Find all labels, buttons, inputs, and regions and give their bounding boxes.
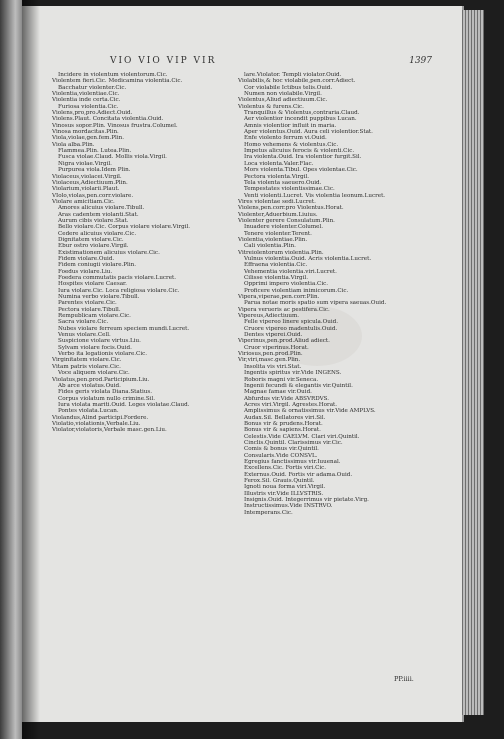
dictionary-entry-line: Nigra violae.Virgil. xyxy=(58,160,112,167)
left-page-edge xyxy=(0,0,22,739)
dictionary-entry-line: Ferox.Sil. Grauis.Quintil. xyxy=(244,478,315,484)
dictionary-entry-line: Intemperans.Cic. xyxy=(244,509,293,516)
dictionary-entry-line: Pontes violata.Lucan. xyxy=(58,408,119,415)
dictionary-entry-line: Flammea.Plin. Lutea.Plin. xyxy=(58,148,132,155)
dictionary-entry-line: Loca violenta.Valer.Flac. xyxy=(244,160,314,167)
dictionary-entry-line: Felle vipereo linere spicula.Ouid. xyxy=(244,319,338,326)
dictionary-entry-line: Viola alba.Plin. xyxy=(52,141,95,148)
dictionary-entry-line: Nubes violare ferreum speciem mundi.Lucret. xyxy=(58,325,190,332)
dictionary-entry-line: Fides geris violata Diana.Statius. xyxy=(58,389,153,396)
left-column xyxy=(52,72,242,434)
dictionary-entry-line: Numina verbo violare.Tibull. xyxy=(58,294,140,301)
dictionary-entry-line: Ab arce violatus.Ouid. xyxy=(58,382,121,389)
dictionary-entry-line: Bonus vir & prudens.Horat. xyxy=(244,420,323,427)
dictionary-entry-line: Tenere violenter.Terent. xyxy=(244,230,312,237)
dictionary-entry-line: Incidere in violentum violentorum.Cic. xyxy=(58,72,168,78)
dictionary-entry-line: Acres viri.Virgil. Agrestes.Horat. xyxy=(244,401,338,408)
dictionary-entry-line: Bonus vir & sapiens.Horat. xyxy=(244,427,321,434)
dictionary-entry-line: Externus.Ouid. Fortis vir adama.Ouid. xyxy=(244,471,353,478)
dictionary-entry-line: Insolita vis viri.Stat. xyxy=(244,363,302,370)
dictionary-entry-line: Egregius fanctissimus vir.Iuuenal. xyxy=(244,458,341,465)
dictionary-entry-line: Parentes violare.Cic. xyxy=(58,300,117,307)
dictionary-entry-line: Vulnus violentia.Ouid. Acris violentia.Lucret. xyxy=(244,255,372,262)
dictionary-entry-line: Violandus,Alind participi.Fordere. xyxy=(52,414,149,421)
dictionary-entry-line: Cali violentia.Plin. xyxy=(244,243,296,250)
dictionary-entry-line: Violare amicitiam.Cic. xyxy=(52,198,115,205)
dictionary-entry-line: Fidem coniugii violare.Plin. xyxy=(58,262,137,269)
dictionary-entry-line: Iura violare.Cic. Loca religiosa violare.Cic. xyxy=(58,287,180,294)
dictionary-entry-line: Celestis.Vide CAELVM. Clari viri.Quintil. xyxy=(244,433,360,440)
dictionary-entry-line: Dignitatem violare.Cic. xyxy=(58,236,124,243)
dictionary-entry-line: Violentia,violentiae.Plin. xyxy=(238,236,308,243)
dictionary-entry-line: Aer violentior incendit puppibus Lucan. xyxy=(244,116,357,123)
dictionary-entry-line: Verbo ita legationis violare.Cic. xyxy=(58,351,148,358)
dictionary-entry-line: Violentus & furens.Cic. xyxy=(238,103,304,110)
dictionary-entry-line: Virginitatem violare.Cic. xyxy=(52,357,122,364)
dictionary-entry-line: Violentia inde certa.Cic. xyxy=(52,97,121,104)
dictionary-entry-line: Vipera,viperae,pen.corr.Plin. xyxy=(238,294,320,301)
dictionary-entry-line: Foedera commutatis pacis violare.Lucret. xyxy=(58,275,177,281)
dictionary-entry-line: Venus violare.Cell. xyxy=(58,332,111,339)
dictionary-entry-line: Aurum cibis violare.Stat. xyxy=(58,217,129,224)
dictionary-entry-line: Violaceus,Adiectiuum.Plin. xyxy=(52,179,128,186)
dictionary-entry-line: Voce aliquem violare.Cic. xyxy=(58,370,130,377)
dictionary-entry-line: Proficere violentiam inimicorum.Cic. xyxy=(244,287,349,294)
dictionary-entry-line: Abfurdus vir.Vide ABSVRDVS. xyxy=(244,395,330,402)
dictionary-entry-line: Aper violentus.Ouid. Aura celi violentior.Stat. xyxy=(244,129,373,136)
dictionary-entry-line: Ingenii fecundi & elegantis vir.Quintil. xyxy=(244,382,353,389)
dictionary-entry-line: Foedus violare.Liu. xyxy=(58,268,113,275)
dictionary-entry-line: Mors violenta.Tibul. Opes violentae.Cic. xyxy=(244,167,358,174)
dictionary-entry-line: Ingentis spiritus vir.Vide INGENS. xyxy=(244,370,342,377)
dictionary-entry-line: Violator,violatoris,Verbale masc.gen.Liu. xyxy=(52,427,167,434)
page-number: 1397 xyxy=(409,56,432,66)
dictionary-entry-line: VIolo,violas,pen.corr.violare. xyxy=(52,192,134,199)
dictionary-entry-line: Vipereus,Adiectiuum. xyxy=(238,313,300,320)
dictionary-entry-line: Violenter,Aduerbium.Liuius. xyxy=(238,211,318,218)
dictionary-entry-line: Aras cadentem violanti.Stat. xyxy=(58,211,139,218)
dictionary-entry-line: Ira violenta.Ouid. Ira violentior furgit.Sil. xyxy=(244,154,362,161)
dictionary-entry-line: Comis & bonus vir.Quintil. xyxy=(244,446,319,453)
dictionary-entry-line: Violentem fieri.Cic. Medicamina violentia.Cic. xyxy=(52,78,183,85)
dictionary-entry-line: Viriosus,pen.prod.Plin. xyxy=(238,351,303,358)
dictionary-entry-line: Cedere alicuius violare.Cic. xyxy=(58,230,137,237)
dictionary-entry-line: Rempublicam violare.Cic. xyxy=(58,313,131,320)
dictionary-entry-line: Audax.Sil. Bellatores viri.Sil. xyxy=(244,414,326,421)
dictionary-entry-line: Cinclis.Quintil. Clarissimus vir.Cic. xyxy=(244,439,343,446)
dictionary-entry-line: Violens.Plaut. Concitata violentia.Ouid. xyxy=(52,116,164,123)
signature-mark: PP.iiii. xyxy=(394,675,414,683)
running-title: VIO VIO VIP VIR xyxy=(110,56,217,66)
dictionary-entry-line: Iura violata mariti.Ouid. Leges violatae.Claud. xyxy=(58,401,190,408)
dictionary-entry-line: Venti violenti.Lucret. Vis violentia leonum.Lucret. xyxy=(244,192,386,199)
dictionary-entry-line: Numen non violabile.Virgil. xyxy=(244,91,322,98)
dictionary-entry-line: lare.Violator. Templi violator.Ouid. xyxy=(244,72,342,78)
dictionary-entry-line: Vitreiolentorum violentia.Plin. xyxy=(238,249,324,256)
dictionary-entry-line: Vinosus sopor.Plin. Vinosus frustra.Columel. xyxy=(52,122,178,129)
dictionary-entry-line: Violabilis,& hoc violabile,pen.corr.Adiect. xyxy=(238,78,356,85)
dictionary-entry-line: Vipera verueris ac pestifera.Cic. xyxy=(238,306,330,313)
dictionary-entry-line: Violenter gerere Consulatum.Plin. xyxy=(238,217,335,224)
dictionary-entry-line: Bello violare.Cic. Corpus violare violare.Virgil. xyxy=(58,224,191,231)
dictionary-entry-line: Violaceus,violacei.Virgil. xyxy=(52,173,122,180)
dictionary-entry-line: Roboris magni vir.Seneca. xyxy=(244,376,319,383)
dictionary-entry-line: Violatio,violationis,Verbale.Liu. xyxy=(52,420,141,427)
dictionary-entry-line: Violarium,violarii.Plaut. xyxy=(52,186,120,193)
dictionary-entry-line: Pectora violare.Tibull. xyxy=(58,306,121,313)
dictionary-entry-line: Vires violentae sedi.Lucret. xyxy=(238,198,316,205)
dictionary-entry-line: Ignoti noua forma viri.Virgil. xyxy=(244,484,326,491)
dictionary-entry-line: Magnae famae vir.Ouid. xyxy=(244,389,312,396)
dictionary-entry-line: Violens,pro,pro.Adiect.Ouid. xyxy=(52,110,133,117)
dictionary-entry-line: Cilisse violentia.Virgil. xyxy=(244,275,308,281)
dictionary-entry-line: Tranquillus & Violentus,contraria.Claud. xyxy=(244,110,360,117)
dictionary-entry-line: Effraena violentia.Cic. xyxy=(244,262,308,269)
dictionary-entry-line: Sacra violare.Cic. xyxy=(58,319,109,326)
dictionary-entry-line: Tela violenta saeuero.Ouid. xyxy=(244,179,322,186)
dictionary-entry-line: Violatus,pen.prod.Participium.Liu. xyxy=(52,376,150,383)
dictionary-entry-line: Parua notae moris spatio sum vipera saeuas.Ouid. xyxy=(244,300,387,307)
dictionary-entry-line: Enfe violento ferrum vi.Ouid. xyxy=(244,135,327,142)
page-fore-edge xyxy=(462,10,484,715)
dictionary-entry-line: Homo vehemens & violentus.Cic. xyxy=(244,141,339,148)
dictionary-entry-line: Vehementia violentia.viri.Lucret. xyxy=(244,268,337,275)
dictionary-entry-line: Excellens.Cic. Fortis viri.Cic. xyxy=(244,465,327,472)
running-header xyxy=(110,56,440,70)
dictionary-entry-line: Viola,violae,gen.fem.Plin. xyxy=(52,135,124,142)
dictionary-entry-line: Vinosa mordacitas.Plin. xyxy=(52,129,119,136)
dictionary-entry-line: Opprimi impero violentia.Cic. xyxy=(244,281,329,288)
dictionary-entry-line: Cor violabile Ictibus telis.Ouid. xyxy=(244,84,333,91)
dictionary-entry-line: Consularis.Vide CONSVL. xyxy=(244,452,318,459)
dictionary-entry-line: Existimationem alicuius violare.Cic. xyxy=(58,249,160,256)
dictionary-entry-line: Cruore vipereo madentulis.Ouid. xyxy=(244,325,338,332)
dictionary-entry-line: Suspicione violare virtus.Liu. xyxy=(58,338,141,345)
dictionary-entry-line: Insignis.Ouid. Integerrimus vir pietate.Virg. xyxy=(244,497,369,504)
dictionary-entry-line: Impetus alicuius ferocis & violenti.Cic. xyxy=(244,148,355,155)
dictionary-entry-line: Pectora violenta.Virgil. xyxy=(244,173,310,180)
dictionary-entry-line: Cruor viperinus.Horat. xyxy=(244,344,309,351)
dictionary-entry-line: Vitam patris violare.Cic. xyxy=(52,363,121,370)
dictionary-entry-line: Furiosa violentia.Cic. xyxy=(58,103,119,110)
dictionary-entry-line: Bacchatur violenter.Cic. xyxy=(58,84,127,91)
dictionary-entry-line: Amores alicuius violare.Tibull. xyxy=(58,205,145,212)
dictionary-entry-line: Fidem violare.Ouid. xyxy=(58,255,115,262)
dictionary-entry-line: Amnis violentior influit in maria. xyxy=(244,122,337,129)
dictionary-entry-line: Hospites violare Caesar. xyxy=(58,281,127,288)
dictionary-entry-line: Inuadere violenter.Columel. xyxy=(244,224,324,231)
dictionary-entry-line: Instructissimus.Vide INSTRVO. xyxy=(244,503,333,510)
dictionary-entry-line: Illustris vir.Vide ILLVSTRIS. xyxy=(244,490,324,497)
dictionary-entry-line: Violentia,violentiae.Cic. xyxy=(52,91,120,98)
dictionary-entry-line: Sylvam violare focis.Ouid. xyxy=(58,344,132,351)
dictionary-entry-line: Viperinus,pen.prod.Aliud adiect. xyxy=(238,338,330,345)
dictionary-entry-line: Dentes viperei.Ouid. xyxy=(244,332,303,339)
dictionary-entry-line: Vir,viri,masc.gen.Plin. xyxy=(238,357,301,364)
dictionary-entry-line: Purpurea viola.Idem Plin. xyxy=(58,167,131,174)
dictionary-entry-line: Amplissimus & ornatissimus vir.Vide AMPLVS. xyxy=(244,408,376,415)
dictionary-entry-line: Tempestates violentissimae.Cic. xyxy=(244,186,335,193)
dictionary-entry-line: Violentus,Aliud adiectiuum.Cic. xyxy=(238,97,328,104)
right-column xyxy=(238,72,428,516)
dictionary-entry-line: Violens,pen.corr.pro Violentus.Horat. xyxy=(238,205,344,212)
dictionary-entry-line: Fusca violae.Claud. Mollis viola.Virgil. xyxy=(58,154,167,161)
dictionary-entry-line: Ebur ostro violare.Virgil. xyxy=(58,243,129,250)
dictionary-entry-line: Corpus violatum nullo crimine.Sil. xyxy=(58,395,156,402)
